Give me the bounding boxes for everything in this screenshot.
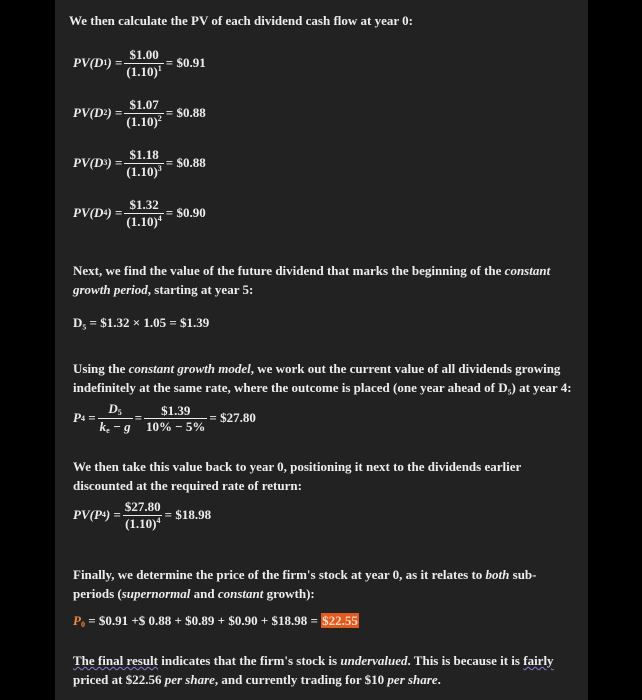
growth-formula-fraction: $\frac{D_5}{k_e - g}$ xyxy=(99,401,131,436)
growth-value-fraction: $\frac{\$1.39}{10\% - 5\%}$ xyxy=(146,402,206,435)
p0-equation: $P_0$ = $0.91 +$ 0.88 + $0.89 + $0.90 + $18.98 = $22.55 xyxy=(73,613,358,629)
pv-d3-equation: PV(D 3 ) = $\frac{\$1.18}{(1.10)^3}$ = $0.88 xyxy=(73,147,206,179)
final-price-paragraph: Finally, we determine the price of the firm's stock at year 0, as it relates to both sub-periods (supernormal and constant growth): xyxy=(73,567,537,601)
growth-start-paragraph: Next, we find the value of the future dividend that marks the beginning of the constant growth period, starting at year 5: xyxy=(73,263,551,297)
pv-result: = $0.88 xyxy=(165,104,206,120)
pv-d1-equation: PV(D 1 ) = $\frac{\$1.00}{(1.10)^1}$ = $0.91 xyxy=(73,47,206,79)
p4-result: = $27.80 xyxy=(209,410,256,426)
pv-result: = $0.91 xyxy=(165,54,206,70)
pv-label: PV(D xyxy=(73,204,104,220)
pv-label: PV(D xyxy=(73,154,104,170)
highlighted-price: $22.55 xyxy=(322,613,358,628)
pv-fraction: $\frac{\$1.00}{(1.10)^1}$ xyxy=(126,47,162,79)
pv-fraction: $\frac{\$1.07}{(1.10)^2}$ xyxy=(126,97,162,129)
pv-p4-fraction: $\frac{\$27.80}{(1.10)^4}$ xyxy=(124,499,161,531)
d5-equation: D₅ = $1.32 × 1.05 = $1.39 xyxy=(73,315,210,330)
pv-p4-result: = $18.98 xyxy=(164,506,212,522)
pv-result: = $0.88 xyxy=(165,154,206,170)
pv-p4-equation: PV(P 4 ) = $\frac{\$27.80}{(1.10)^4}$ = $18.98 xyxy=(73,499,212,531)
pv-result: = $0.90 xyxy=(165,204,206,220)
p4-equation: P 4 = $\frac{D_5}{k_e - g}$ = $\frac{\$1.39}{10\% - 5\%}$ = $27.80 xyxy=(73,401,256,436)
intro-text: We then calculate the PV of each dividend cash flow at year 0: xyxy=(69,13,413,28)
conclusion-paragraph: The final result indicates that the firm's stock is undervalued. This is because it is fairly priced at $22.56 per share, and currently trading for $10 per share. xyxy=(73,653,554,687)
pv-d2-equation: PV(D 2 ) = $\frac{\$1.07}{(1.10)^2}$ = $0.88 xyxy=(73,97,206,129)
document-panel xyxy=(55,0,588,700)
pv-fraction: $\frac{\$1.18}{(1.10)^3}$ xyxy=(126,147,162,179)
discount-back-paragraph: We then take this value back to year 0, positioning it next to the dividends earlier discounted at the required rate of return: xyxy=(73,459,522,493)
pv-label: PV(D xyxy=(73,54,104,70)
constant-growth-paragraph: Using the constant growth model, we work out the current value of all dividends growing indefinitely at the same rate, where the outcome is placed (one year ahead of D₅) at year 4: xyxy=(73,361,572,395)
pv-fraction: $\frac{\$1.32}{(1.10)^4}$ xyxy=(126,197,162,229)
pv-d4-equation: PV(D 4 ) = $\frac{\$1.32}{(1.10)^4}$ = $0.90 xyxy=(73,197,206,229)
pv-label: PV(D xyxy=(73,104,104,120)
